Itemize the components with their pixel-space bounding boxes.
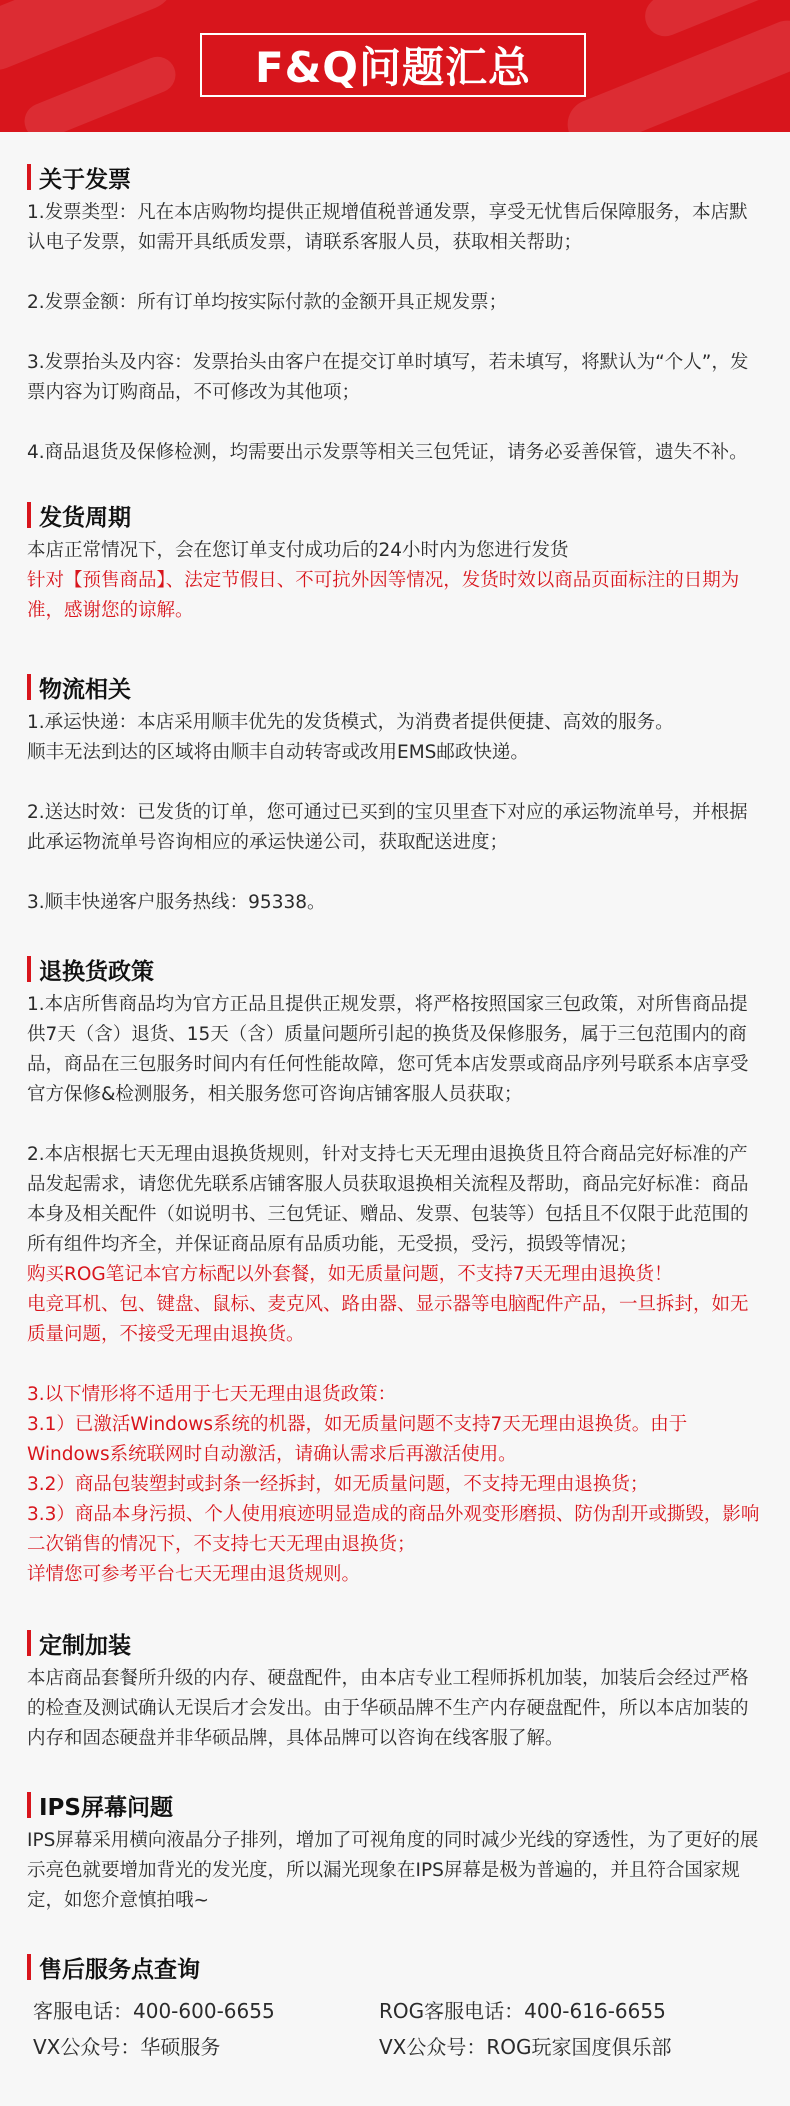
logistics-carrier-text: 1.承运快递：本店采用顺丰优先的发货模式，为消费者提供便捷、高效的服务。 顺丰无法到达的区域将由顺丰自动转寄或改用EMS邮政快递。 [27,712,674,763]
section-service [27,1950,760,2062]
rog-wechat: VX公众号：ROG玩家国度俱乐部 [379,2035,672,2059]
returns-policy-text: 1.本店所售商品均为官方正品且提供正规发票，将严格按照国家三包政策，对所售商品提供7天（含）退货、15天（含）质量问题所引起的换货及保修服务，属于三包范围内的商品，商品在三包服务时间内有任何性能故障，您可凭本店发票或商品序列号联系本店享受官方保修&检测服务，相关服务您可咨询店铺客服人员获取； [27,994,749,1105]
shipping-normal-text: 本店正常情况下，会在您订单支付成功后的24小时内为您进行发货 [27,540,569,561]
section-heading [27,1788,760,1822]
section-heading [27,160,760,194]
section-title-invoice: 关于发票 [39,166,131,193]
heading-bar [27,1792,31,1818]
service-wechat: VX公众号：华硕服务 [33,2035,221,2059]
shipping-notice-text: 针对【预售商品】、法定节假日、不可抗外因等情况，发货时效以商品页面标注的日期为准，感谢您的谅解。 [27,570,740,621]
section-heading [27,498,760,532]
section-title-service: 售后服务点查询 [39,1956,200,1983]
returns-exclusions-text: 3.以下情形将不适用于七天无理由退货政策： 3.1）已激活Windows系统的机器，如无质量问题不支持7天无理由退换货。由于Windows系统联网时自动激活，请确认需求后再激活使用。 3.2）商品包装塑封或封条一经拆封，如无质量问题，不支持无理由退换货； 3.3）商品本身污损、个人使用痕迹明显造成的商品外观变形磨损、防伪刮开或撕毁，影响二次销售的情况下，不支持七天无理由退换货； 详情您可参考平台七天无理由退货规则。 [27,1384,760,1585]
section-shipping [27,498,760,626]
faq-content [0,132,790,2062]
page-title: F&Q问题汇总 [200,33,586,97]
section-title-logistics: 物流相关 [39,676,131,703]
invoice-type-text: 1.发票类型：凡在本店购物均提供正规增值税普通发票，享受无忧售后保障服务，本店默认电子发票，如需开具纸质发票，请联系客服人员，获取相关帮助； [27,202,748,253]
section-custom [27,1626,760,1754]
rog-service-phone: ROG客服电话：400-616-6655 [379,1999,666,2023]
section-heading [27,952,760,986]
service-contacts [27,1996,760,2062]
invoice-amount-text: 2.发票金额：所有订单均按实际付款的金额开具正规发票； [27,292,508,313]
heading-bar [27,164,31,190]
logistics-hotline-text: 3.顺丰快递客户服务热线：95338。 [27,892,326,913]
custom-upgrade-text: 本店商品套餐所升级的内存、硬盘配件，由本店专业工程师拆机加装，加装后会经过严格的检查及测试确认无误后才会发出。由于华硕品牌不生产内存硬盘配件，所以本店加装的内存和固态硬盘并非华硕品牌，具体品牌可以咨询在线客服了解。 [27,1668,749,1749]
heading-bar [27,956,31,982]
ips-screen-text: IPS屏幕采用横向液晶分子排列，增加了可视角度的同时减少光线的穿透性，为了更好的展示亮色就要增加背光的发光度，所以漏光现象在IPS屏幕是极为普遍的，并且符合国家规定，如您介意慎拍哦~ [27,1830,759,1911]
service-phone: 客服电话：400-600-6655 [33,1999,275,2023]
section-title-ips: IPS屏幕问题 [39,1794,173,1821]
section-heading [27,1950,760,1984]
heading-bar [27,1954,31,1980]
logistics-delivery-text: 2.送达时效：已发货的订单，您可通过已买到的宝贝里查下对应的承运物流单号，并根据此承运物流单号咨询相应的承运快递公司，获取配送进度； [27,802,748,853]
section-title-returns: 退换货政策 [39,958,154,985]
section-title-custom: 定制加装 [39,1632,131,1659]
heading-bar [27,1630,31,1656]
section-logistics [27,670,760,918]
header-banner [0,0,790,132]
section-ips [27,1788,760,1916]
section-returns [27,952,760,1590]
section-title-shipping: 发货周期 [39,504,131,531]
returns-seven-day-text: 2.本店根据七天无理由退换货规则，针对支持七天无理由退换货且符合商品完好标准的产品发起需求，请您优先联系店铺客服人员获取退换相关流程及帮助，商品完好标准：商品本身及相关配件（如说明书、三包凭证、赠品、发票、包装等）包括且不仅限于此范围的所有组件均齐全，并保证商品原有品质功能，无受损，受污，损毁等情况； [27,1144,749,1255]
heading-bar [27,502,31,528]
section-heading [27,1626,760,1660]
section-heading [27,670,760,704]
heading-bar [27,674,31,700]
invoice-header-text: 3.发票抬头及内容：发票抬头由客户在提交订单时填写，若未填写，将默认为“个人”，发票内容为订购商品，不可修改为其他项； [27,352,749,403]
invoice-warranty-text: 4.商品退货及保修检测，均需要出示发票等相关三包凭证，请务必妥善保管，遗失不补。 [27,442,748,463]
returns-rog-notice: 购买ROG笔记本官方标配以外套餐，如无质量问题，不支持7天无理由退换货！ [27,1264,673,1285]
section-invoice [27,160,760,468]
returns-accessory-notice: 电竞耳机、包、键盘、鼠标、麦克风、路由器、显示器等电脑配件产品，一旦拆封，如无质量问题，不接受无理由退换货。 [27,1294,749,1345]
